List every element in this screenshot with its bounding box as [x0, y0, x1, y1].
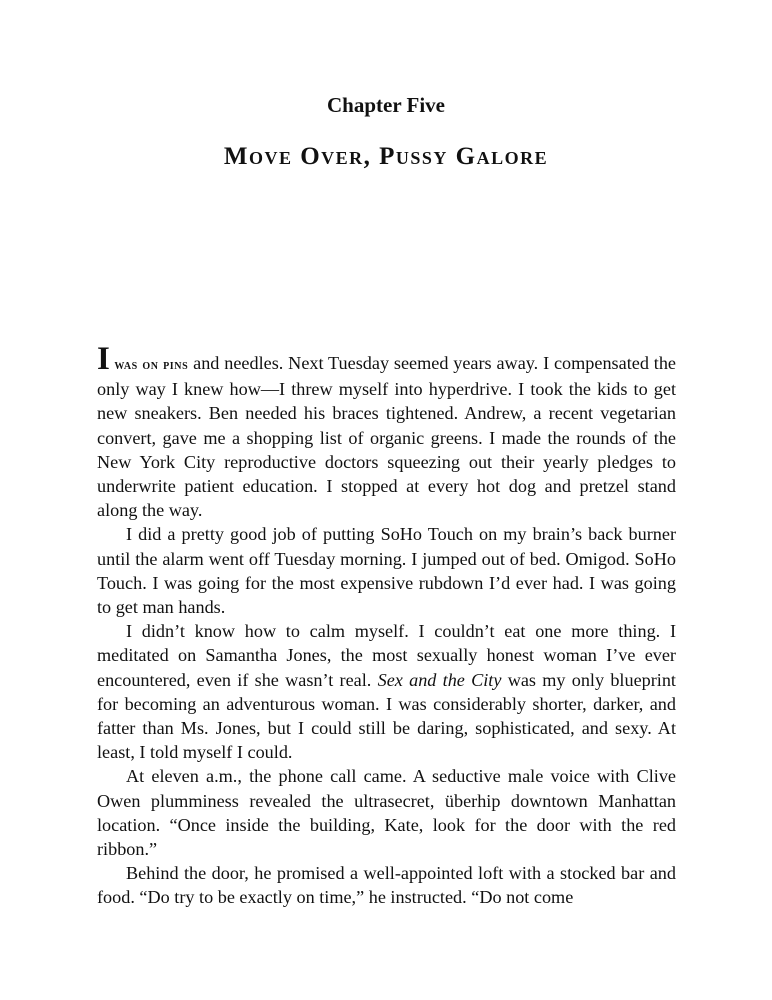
paragraph-1 [97, 341, 676, 522]
chapter-number: Chapter Five [326, 93, 445, 117]
chapter-title: Move Over, Pussy Galore [223, 143, 549, 170]
paragraph-4: At eleven a.m., the phone call came. A seductive male voice with Clive Owen plumminess revealed the ultrasecret, überhip downtown Manhattan location. “Once inside the building, Kate, look for the door with the red ribbon.” [97, 766, 676, 860]
paragraph-5: Behind the door, he promised a well-appointed loft with a stocked bar and food. “Do try to be exactly on time,” he instructed. “Do not come [97, 863, 676, 908]
paragraph-2: I did a pretty good job of putting SoHo Touch on my brain’s back burner until the alarm went off Tuesday morning. I jumped out of bed. Omigod. SoHo Touch. I was going for the most expensive rubdown I’d ever had. I was going to get man hands. [97, 524, 676, 618]
lead-in-small-caps: was on pins [109, 357, 189, 373]
chapter-body [97, 341, 676, 910]
paragraph-3-text-after: was my only blueprint for becoming an adventurous woman. I was considerably shorter, darker, and fatter than Ms. Jones, but I could still be daring, sophisticated, and sexy. At least, I told myself I could. [97, 669, 676, 763]
drop-cap: I [97, 341, 110, 377]
paragraph-3-text-before: I didn’t know how to calm myself. I couldn’t eat one more thing. I meditated on Samantha Jones, the most sexually honest woman I’ve ever encountered, even if she wasn’t real. [97, 621, 676, 690]
paragraph-3 [97, 619, 676, 764]
book-title-italic: Sex and the City [377, 669, 502, 690]
paragraph-1-text: and needles. Next Tuesday seemed years away. I compensated the only way I knew how—I threw myself into hyperdrive. I took the kids to get new sneakers. Ben needed his braces tightened. Andrew, a recent vegetarian convert, gave me a shopping list of organic greens. I made the rounds of the New York City reproductive doctors squeezing out their yearly pledges to underwrite patient education. I stopped at every hot dog and pretzel stand along the way. [97, 353, 676, 521]
